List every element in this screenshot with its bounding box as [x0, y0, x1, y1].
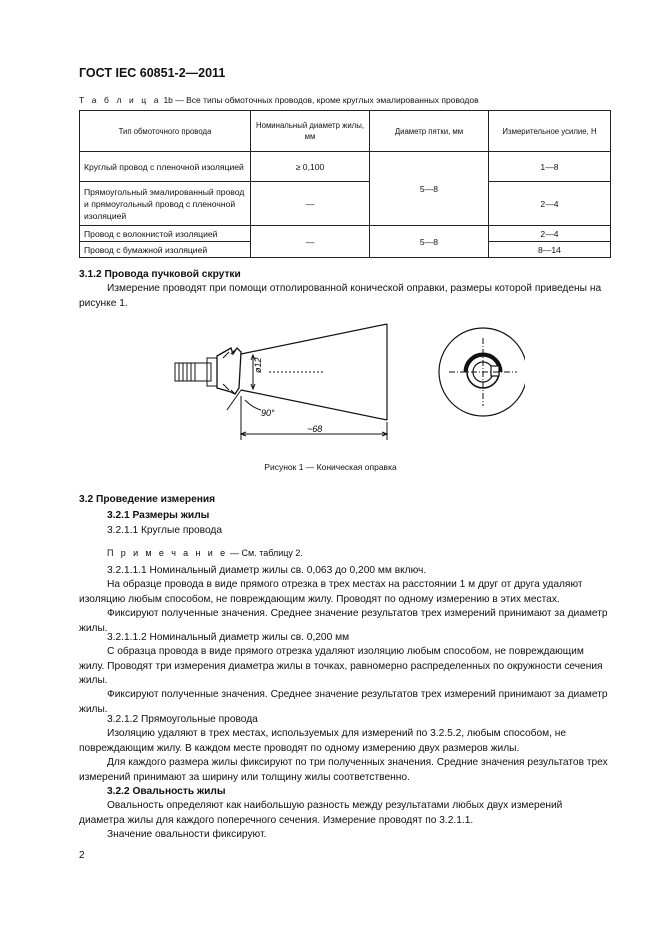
wire-types-table: [79, 110, 611, 258]
paragraph: 3.2.1.2 Прямоугольные провода: [107, 714, 258, 725]
table-caption-label: Т а б л и ц а: [79, 95, 162, 105]
table-caption-number: 1b: [163, 95, 173, 105]
paragraph: 3.2.1.1.2 Номинальный диаметр жилы св. 0,200 мм: [107, 632, 350, 643]
table-cell-heel: 5—8: [370, 152, 489, 226]
table-caption-text: — Все типы обмоточных проводов, кроме круглых эмалированных проводов: [175, 95, 479, 105]
table-header-cell: Тип обмоточного провода: [80, 111, 251, 152]
paragraph: Фиксируют полученные значения. Среднее значение результатов трех измерений принимают за диаметр жилы.: [79, 689, 608, 715]
page-number: 2: [79, 850, 85, 861]
conical-mandrel-figure: [165, 318, 525, 448]
paragraph: С образца провода в виде прямого отрезка удаляют изоляцию любым способом, не повреждающим жилу. Проводят три измерения диаметра жилы в точках, равномерно распределенных по окружности сечения жилы.: [79, 646, 603, 686]
table-cell-nominal: —: [251, 226, 370, 258]
table-cell-nominal: —: [251, 182, 370, 226]
table-cell-nominal: ≥ 0,100: [251, 152, 370, 182]
mandrel-shank: [175, 363, 211, 381]
document-header: ГОСТ IEC 60851-2—2011: [79, 66, 226, 80]
table-header-cell: Измерительное усилие, Н: [489, 111, 611, 152]
cone-upper-edge: [241, 324, 387, 354]
table-cell-force: 1—8: [489, 152, 611, 182]
paragraph: 3.2.1.1.1 Номинальный диаметр жилы св. 0,063 до 0,200 мм включ.: [107, 565, 427, 576]
paragraph: Фиксируют полученные значения. Среднее значение результатов трех измерений принимают за диаметр жилы.: [79, 608, 608, 634]
mandrel-head: [217, 348, 241, 394]
table-header-cell: Диаметр пятки, мм: [370, 111, 489, 152]
section-3-2-2-title: 3.2.2 Овальность жилы: [107, 786, 226, 797]
table-cell-force: 2—4: [489, 226, 611, 242]
paragraph: Значение овальности фиксируют.: [107, 829, 267, 840]
table-row: [80, 226, 611, 242]
table-cell-type: Круглый провод с пленочной изоляцией: [80, 152, 251, 182]
table-cell-type: Провод с волокнистой изоляцией: [80, 226, 251, 242]
table-cell-type: Провод с бумажной изоляцией: [80, 242, 251, 258]
note-text: — См. таблицу 2.: [230, 548, 303, 558]
paragraph: Для каждого размера жилы фиксируют по три полученных значения. Средние значения результатов трех измерений принимают за ширину или толщину жилы соответственно.: [79, 757, 608, 783]
table-cell-type: Прямоугольный эмалированный провод и прямоугольный провод с пленочной изоляцией: [80, 182, 251, 226]
paragraph: На образце провода в виде прямого отрезка в трех местах на расстоянии 1 м друг от друга удаляют изоляцию любым способом, не повреждающим жилу. Проводят по одному измерению в этих местах.: [79, 579, 583, 605]
section-3-2-1-title: 3.2.1 Размеры жилы: [107, 510, 210, 521]
section-3-2-1-1-title: 3.2.1.1 Круглые провода: [107, 525, 223, 536]
table-cell-heel: 5—8: [370, 226, 489, 258]
paragraph: Изоляцию удаляют в трех местах, используемых для измерений по 3.2.5.2, любым способом, не повреждающим жилу. В каждом месте проводят по одному измерению двух размеров жилы.: [79, 728, 567, 754]
note: [79, 546, 610, 561]
table-header-row: [80, 111, 611, 152]
figure-caption: Рисунок 1 — Коническая оправка: [264, 462, 397, 472]
table-row: [80, 182, 611, 226]
section-3-1-2-text: Измерение проводят при помощи отполированной конической оправки, размеры которой приведены на рисунке 1.: [79, 283, 602, 309]
table-header-cell: Номинальный диаметр жилы, мм: [251, 111, 370, 152]
table-caption: [79, 95, 479, 105]
note-label: П р и м е ч а н и е: [107, 548, 228, 558]
section-3-1-2-title: 3.1.2 Провода пучковой скрутки: [79, 269, 241, 280]
paragraph: Овальность определяют как наибольшую разность между результатами любых двух измерений диаметра жилы для каждого поперечного сечения. Измерение проводят по 3.2.1.1.: [79, 800, 563, 826]
section-3-2-title: 3.2 Проведение измерения: [79, 494, 216, 505]
table-cell-force: 8—14: [489, 242, 611, 258]
table-row: [80, 152, 611, 182]
length-dim-label: ~68: [307, 424, 323, 434]
table-cell-force: 2—4: [489, 182, 611, 226]
angle-dim-label: 90°: [261, 408, 275, 418]
diameter-dim-label: ø12: [253, 357, 263, 373]
